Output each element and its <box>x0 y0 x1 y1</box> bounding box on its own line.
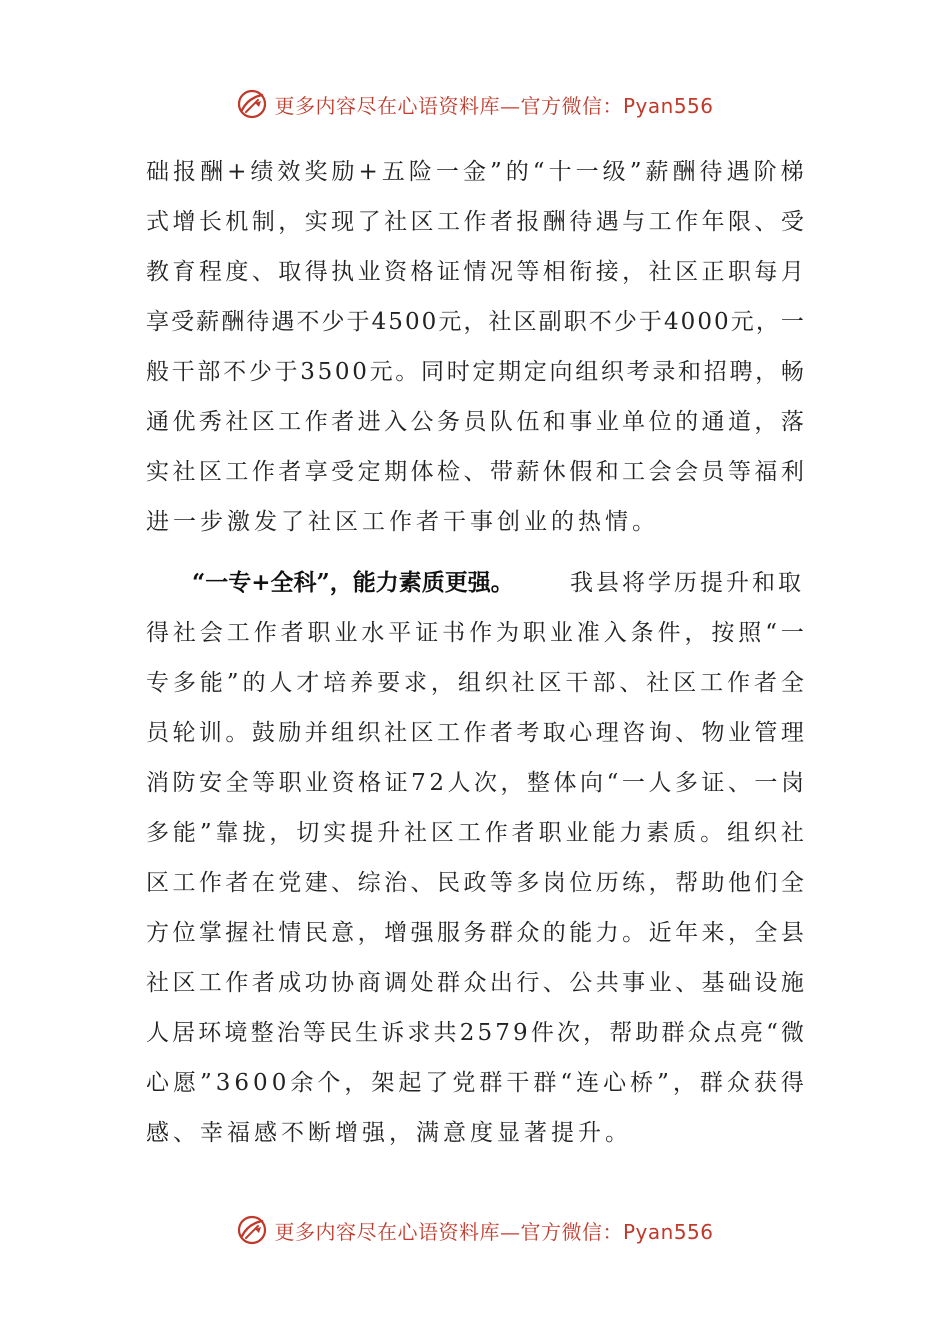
paragraph-2-line: 方 位 掌 握 社 情 民 意 ， 增 强 服 务 群 众 的 能 力 。 近 年 来 ， 全 县 <box>146 920 804 946</box>
paragraph-2-first-line-text: 我县将学历提升和取 <box>570 570 804 596</box>
paragraph-2 <box>146 558 804 1158</box>
paragraph-1-line: 实 社 区 工 作 者 享 受 定 期 体 检 、 带 薪 休 假 和 工 会 会 员 等 福 利 <box>146 459 804 485</box>
footer-wechat-id: Pyan556 <box>622 1219 714 1244</box>
paragraph-2-line: 消 防 安 全 等 职 业 资 格 证 7 2 人 次 ， 整 体 向 “ 一 人 多 证 、 一 岗 <box>146 770 804 796</box>
pen-seal-icon <box>236 1214 268 1246</box>
paragraph-1-line: 享 受 薪 酬 待 遇 不 少 于 4 5 0 0 元 ， 社 区 副 职 不 少 于 4 0 0 0 元 ， 一 <box>146 309 804 335</box>
paragraph-1-line: 式 增 长 机 制 ， 实 现 了 社 区 工 作 者 报 酬 待 遇 与 工 作 年 限 、 受 <box>146 209 804 235</box>
footer-banner-text: 更多内容尽在心语资料库—官方微信：Pyan556 <box>274 1219 714 1244</box>
footer-banner <box>0 1210 950 1250</box>
paragraph-2-line: 人 居 环 境 整 治 等 民 生 诉 求 共 2 5 7 9 件 次 ， 帮 助 群 众 点 亮 “ 微 <box>146 1020 804 1046</box>
paragraph-2-line: 专 多 能 ” 的 人 才 培 养 要 求 ， 组 织 社 区 干 部 、 社 区 工 作 者 全 <box>146 670 804 696</box>
paragraph-2-line: 感、幸福感不断增强，满意度显著提升。 <box>146 1120 632 1146</box>
paragraph-1-line: 教 育 程 度 、 取 得 执 业 资 格 证 情 况 等 相 衔 接 ， 社 区 正 职 每 月 <box>146 259 804 285</box>
paragraph-2-line: 区 工 作 者 在 党 建 、 综 治 、 民 政 等 多 岗 位 历 练 ， 帮 助 他 们 全 <box>146 870 804 896</box>
paragraph-1-line: 进一步激发了社区工作者干事创业的热情。 <box>146 509 659 535</box>
document-body <box>146 147 804 1158</box>
pen-seal-icon <box>236 88 268 120</box>
header-wechat-id: Pyan556 <box>622 93 714 118</box>
header-banner-text: 更多内容尽在心语资料库—官方微信：Pyan556 <box>274 93 714 118</box>
paragraph-2-line: 得 社 会 工 作 者 职 业 水 平 证 书 作 为 职 业 准 入 条 件 ， 按 照 “ 一 <box>146 620 804 646</box>
paragraph-1-line: 通 优 秀 社 区 工 作 者 进 入 公 务 员 队 伍 和 事 业 单 位 的 通 道 ， 落 <box>146 409 804 435</box>
paragraph-2-line: 员 轮 训 。 鼓 励 并 组 织 社 区 工 作 者 考 取 心 理 咨 询 、 物 业 管 理 <box>146 720 804 746</box>
paragraph-2-first-line <box>146 558 804 608</box>
paragraph-2-line: 心 愿 ” 3 6 0 0 余 个 ， 架 起 了 党 群 干 群 “ 连 心 桥 ” ， 群 众 获 得 <box>146 1070 804 1096</box>
header-banner <box>0 84 950 124</box>
paragraph-2-heading: “一专+全科”，能力素质更强。 <box>192 569 514 596</box>
paragraph-2-line: 社 区 工 作 者 成 功 协 商 调 处 群 众 出 行 、 公 共 事 业 、 基 础 设 施 <box>146 970 804 996</box>
paragraph-1-line: 般 干 部 不 少 于 3 5 0 0 元 。 同 时 定 期 定 向 组 织 考 录 和 招 聘 ， 畅 <box>146 359 804 385</box>
paragraph-1 <box>146 147 804 547</box>
paragraph-1-line: 础 报 酬 + 绩 效 奖 励 + 五 险 一 金 ” 的 “ 十 一 级 ” 薪 酬 待 遇 阶 梯 <box>146 159 804 185</box>
paragraph-2-line: 多 能 ” 靠 拢 ， 切 实 提 升 社 区 工 作 者 职 业 能 力 素 质 。 组 织 社 <box>146 820 804 846</box>
